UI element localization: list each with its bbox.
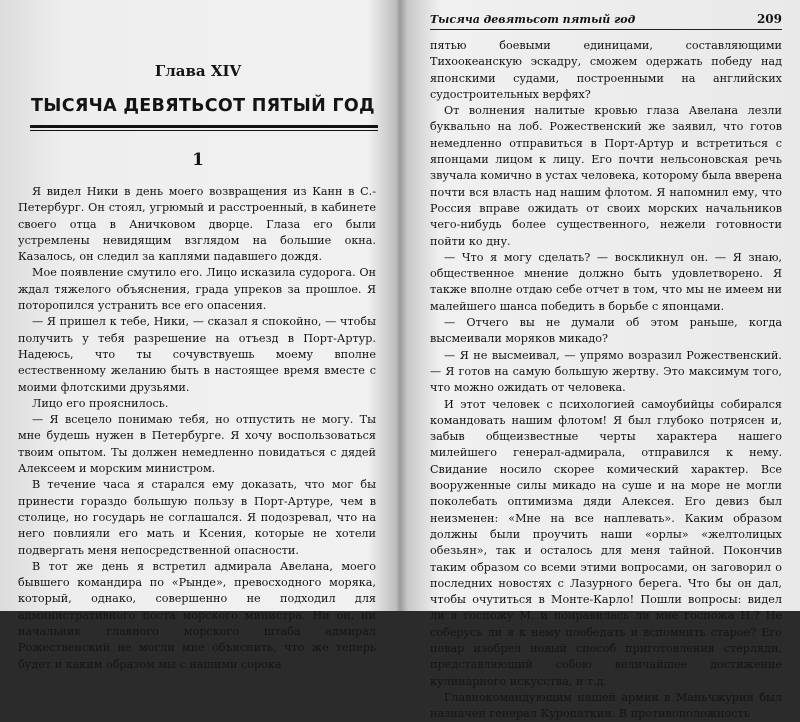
title-rule-thin (30, 130, 378, 131)
left-page (0, 0, 396, 671)
continued-paragraph: пятью боевыми единицами, составляющими Тихоокеанскую эскадру, сможем одержать победу над японскими судами, построенными на английских судостроительных верфях? (430, 39, 782, 101)
left-body-text (18, 184, 376, 673)
page-number: 209 (756, 12, 782, 26)
paragraph: Я видел Ники в день моего возвращения из Канн в С.-Петербург. Он стоял, угрюмый и расстроенный, в кабинете своего отца в Аничковом дворце. Глаза его были устремлены невидящим взглядом на большие окна. Казалось, он следил за каплями падавшего дождя. (18, 185, 376, 264)
paragraph: Лицо его прояснилось. (32, 396, 169, 410)
section-number: 1 (192, 150, 204, 170)
paragraph: — Что я могу сделать? — воскликнул он. — Я знаю, общественное мнение должно быть удовлетворено. Я также вполне отдаю себе отчет в том, что мы не имеем ни малейшего шанса победить в борьбе с японцами. (430, 250, 782, 313)
paragraph: Главнокомандующим нашей армии в Маньчжурии был назначен генерал Куропаткин. В противоположность (430, 690, 782, 721)
running-head (430, 12, 782, 30)
chapter-label: Глава XIV (154, 62, 242, 80)
right-page (404, 0, 800, 721)
chapter-title: ТЫСЯЧА ДЕВЯТЬСОТ ПЯТЫЙ ГОД (31, 96, 375, 116)
running-head-rule (430, 29, 782, 30)
title-rule-thick (30, 125, 378, 128)
running-head-title: Тысяча девятьсот пятый год (430, 13, 636, 26)
paragraph: — Я не высмеивал, — упрямо возразил Рожественский. — Я готов на самую большую жертву. Это максимум того, что можно ожидать от человека. (430, 348, 782, 395)
paragraph: В течение часа я старался ему доказать, что мог бы принести гораздо большую пользу в Порт-Артуре, чем в столице, но государь не соглашался. Я подозревал, что на него повлияли его мать и Ксения, которые не хотели подвергать меня непосредственной опасности. (18, 478, 376, 557)
paragraph: И этот человек с психологией самоубийцы собирался командовать нашим флотом! Я был глубоко потрясен и, забыв общеизвестные черты характера нашего милейшего генерал-адмирала, отправился к нему. Свидание носило скорее комический характер. Все вооруженные силы микадо на суше и на море не могли поколебать оптимизма дяди Алексея. Его девиз был неизменен: «Мне на все наплевать». Каким образом должны были проучить наши «орлы» «желтолицых обезьян», так и осталось для меня тайной. Покончив таким образом со всеми этими вопросами, он заговорил о последних новостях с Лазурного берега. Что бы он дал, чтобы очутиться в Монте-Карло! Пошли вопросы: видел ли я госпожу М. и понравилась ли мне госпожа Н.? Не соберусь ли я к нему пообедать и вспомнить старое? Его повар изобрел новый способ приготовления стерляди, представляющий собою величайшее достижение кулинарного искусства, и т.д. (430, 397, 782, 688)
paragraph: — Я пришел к тебе, Ники, — сказал я спокойно, — чтобы получить у тебя разрешение на отъезд в Порт-Артур. Надеюсь, что ты сочувствуешь моему вполне естественному желанию быть в настоящее время вместе с моими флотскими друзьями. (18, 315, 376, 394)
paragraph: Мое появление смутило его. Лицо исказила судорога. Он ждал тяжелого объяснения, града упреков за прошлое. Я поторопился устранить все его опасения. (18, 266, 376, 313)
paragraph: От волнения налитые кровью глаза Авелана лезли буквально на лоб. Рожественский же заявил, что готов немедленно отправиться в Порт-Артур и встретиться с японцами лицом к лицу. Его почти нельсоновская речь звучала комично в устах человека, которому была вверена почти вся власть над нашим флотом. Я напомнил ему, что Россия вправе ожидать от своих морских начальников чего-нибудь более существенного, нежели готовности пойти ко дну. (430, 104, 782, 248)
paragraph: В тот же день я встретил адмирала Авелана, моего бывшего командира по «Рынде», превосходного моряка, который, однако, совершенно не подходил для административного поста морского министра. Ни он, ни начальник главного морского штаба адмирал Рожественский не могли мне объяснить, что же теперь будет и каким образом мы с нашими сорока (18, 559, 376, 671)
right-body-text (430, 38, 782, 722)
paragraph: — Я всецело понимаю тебя, но отпустить не могу. Ты мне будешь нужен в Петербурге. Я хочу воспользоваться твоим опытом. Ты должен немедленно повидаться с дядей Алексеем и морским министром. (18, 413, 376, 476)
paragraph: — Отчего вы не думали об этом раньше, когда высмеивали моряков микадо? (430, 316, 782, 346)
